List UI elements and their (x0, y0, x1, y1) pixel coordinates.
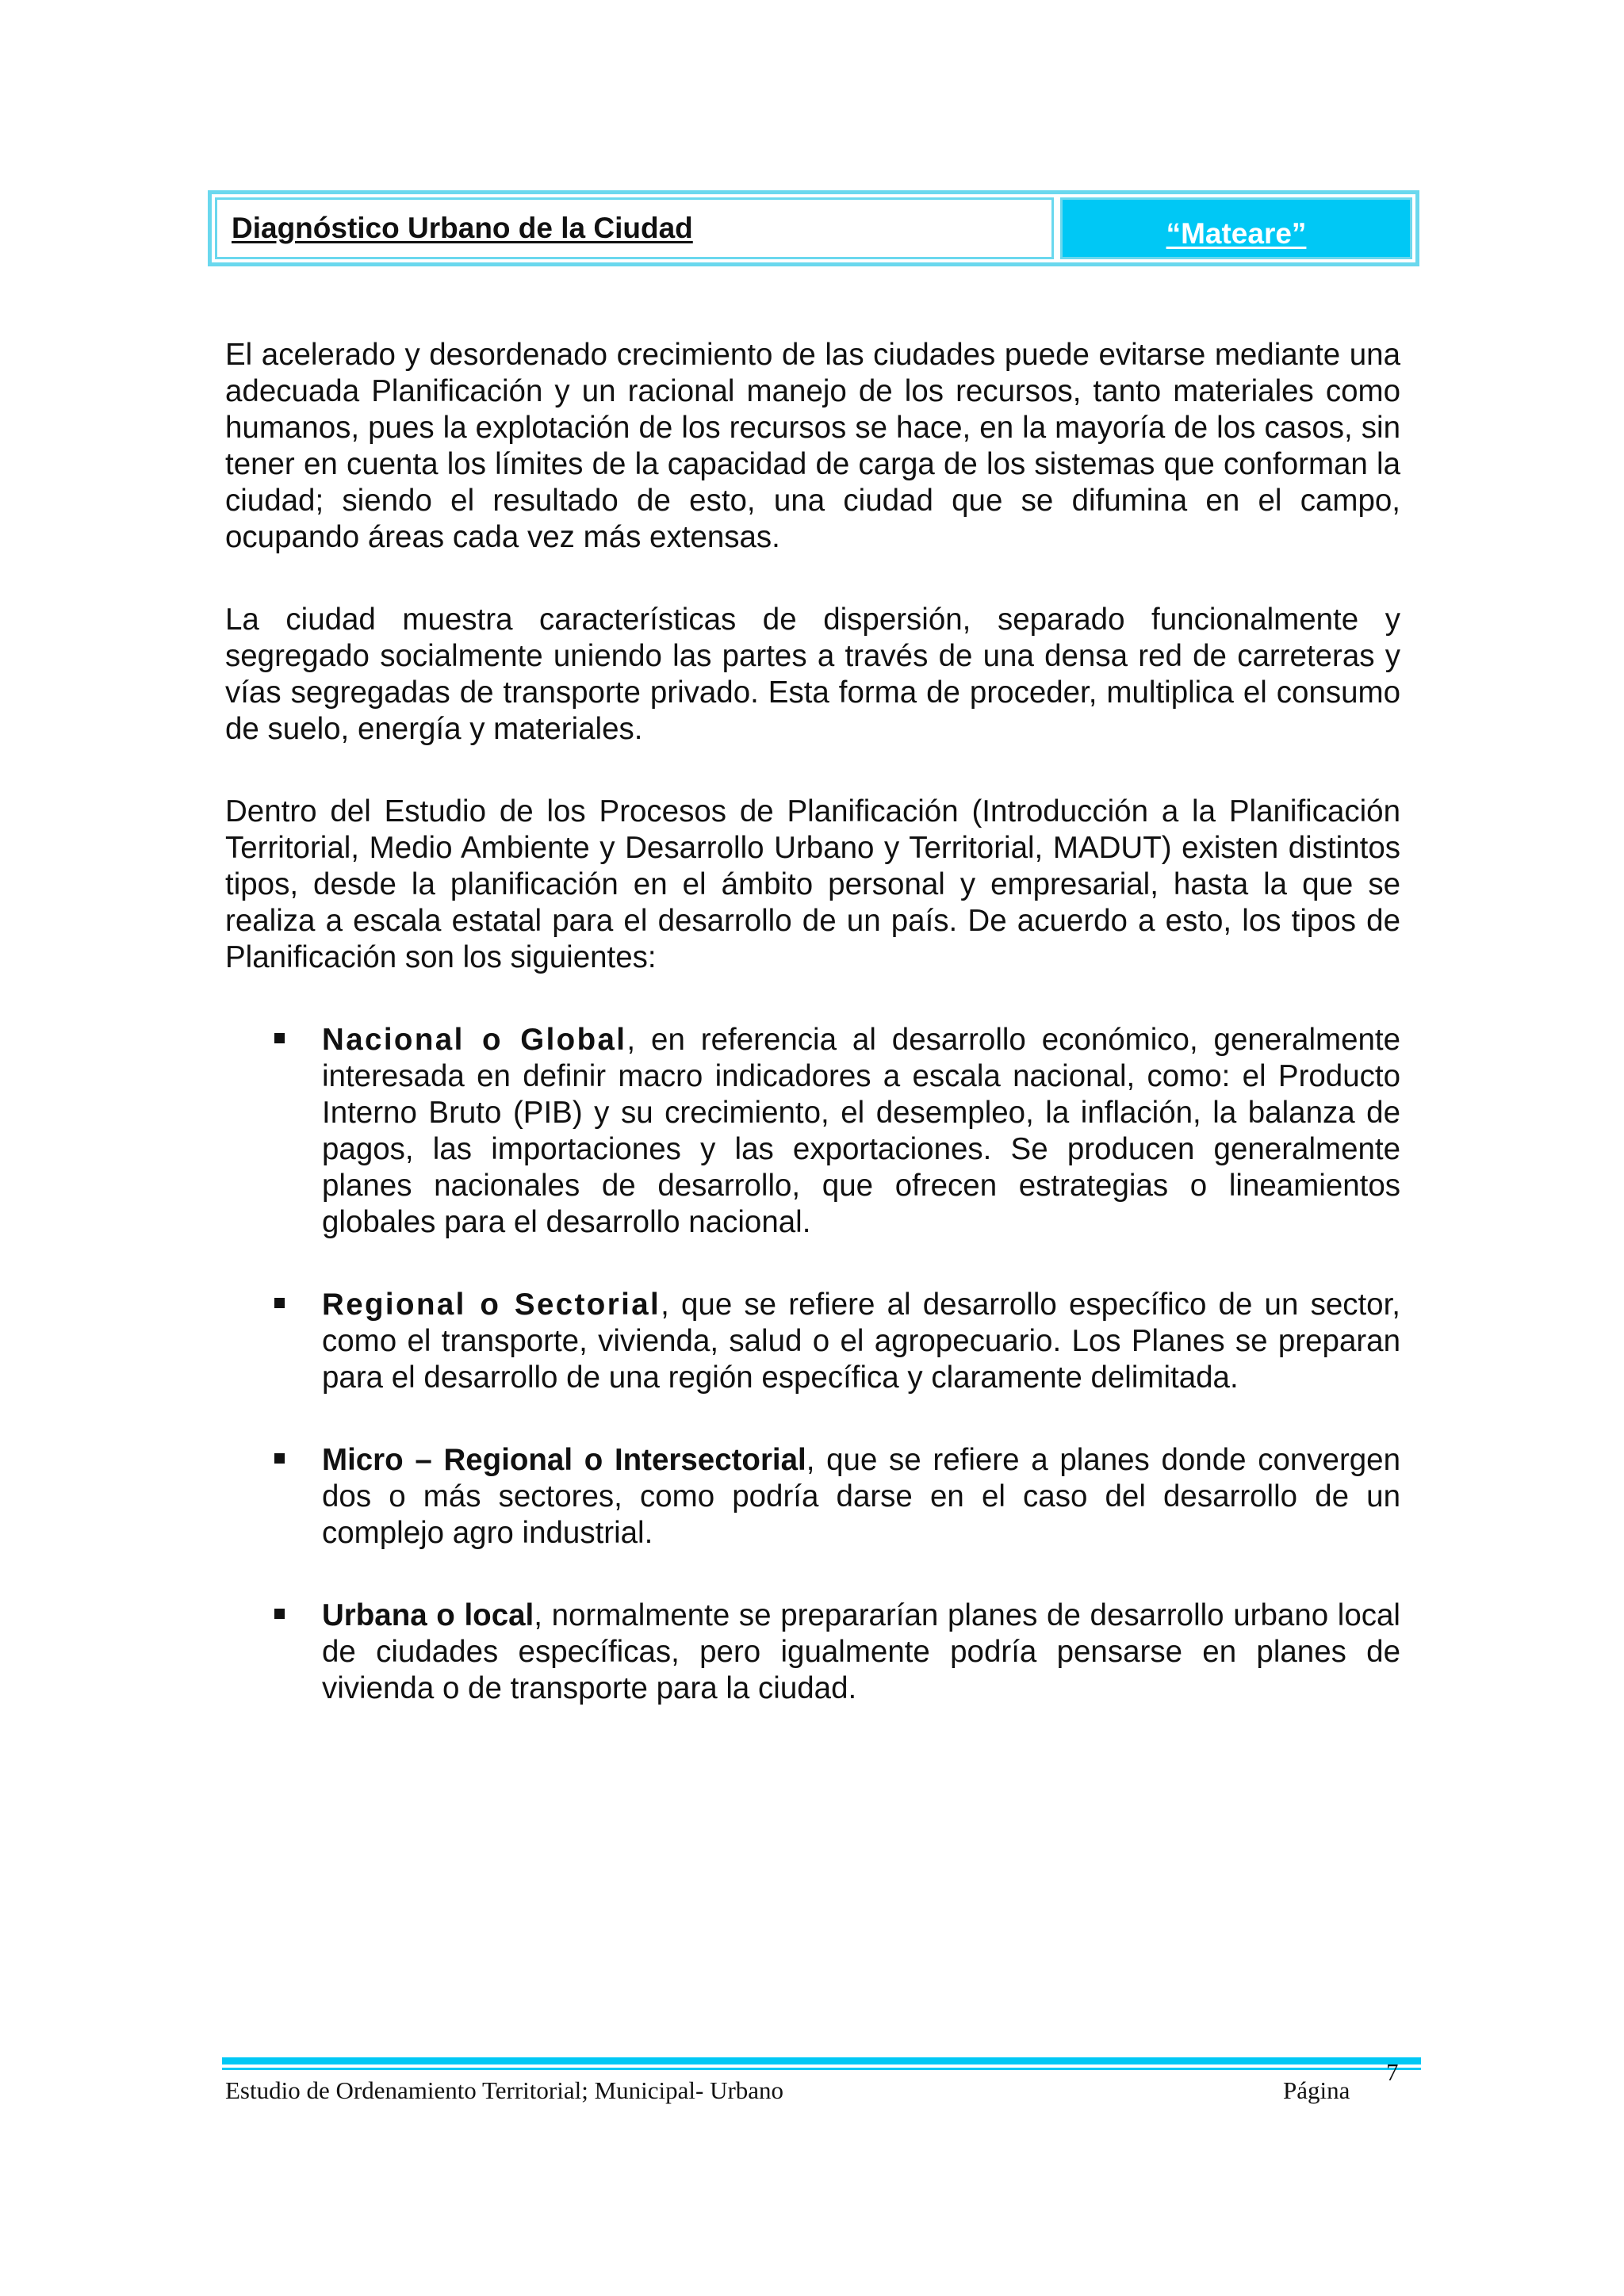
document-body (225, 337, 1400, 1753)
footer-divider-thin (222, 2068, 1421, 2070)
footer-study-title: Estudio de Ordenamiento Territorial; Municipal- Urbano (225, 2076, 784, 2104)
footer-divider (222, 2057, 1421, 2064)
list-item-text: , en referencia al desarrollo económico, generalmente interesada en definir macro indicadores a escala nacional, como: el Producto Interno Bruto (PIB) y su crecimiento, el desempleo, la inflación, la balanza de pagos, las importaciones y las exportaciones. Se producen generalmente planes nacionales de desarrollo, que ofrecen estrategias o lineamientos globales para el desarrollo nacional. (322, 1023, 1400, 1239)
list-item (225, 1442, 1400, 1552)
list-item-term: Regional o Sectorial (322, 1288, 661, 1322)
list-item-text: , normalmente se prepararían planes de desarrollo urbano local de ciudades específicas, pero igualmente podría pensarse en planes de vivienda o de transporte para la ciudad. (322, 1598, 1400, 1705)
list-item (225, 1022, 1400, 1241)
list-item (225, 1287, 1400, 1396)
page-number: 7 (1386, 2058, 1399, 2086)
list-item (225, 1598, 1400, 1707)
header-title: Diagnóstico Urbano de la Ciudad (232, 212, 693, 244)
footer-page-label: Página (1283, 2076, 1350, 2104)
header-city: “Mateare” (1166, 217, 1307, 250)
document-header (208, 190, 1419, 266)
list-item-term: Nacional o Global (322, 1023, 627, 1057)
paragraph: El acelerado y desordenado crecimiento de las ciudades puede evitarse mediante una adecuada Planificación y un racional manejo de los recursos, tanto materiales como humanos, pues la explotación de los recursos se hace, en la mayoría de los casos, sin tener en cuenta los límites de la capacidad de carga de los sistemas que conforman la ciudad; siendo el resultado de esto, una ciudad que se difumina en el campo, ocupando áreas cada vez más extensas. (225, 338, 1400, 554)
paragraph: Dentro del Estudio de los Procesos de Planificación (Introducción a la Planificación Territorial, Medio Ambiente y Desarrollo Urbano y Territorial, MADUT) existen distintos tipos, desde la planificación en el ámbito personal y empresarial, hasta la que se realiza a escala estatal para el desarrollo de un país. De acuerdo a esto, los tipos de Planificación son los siguientes: (225, 794, 1400, 974)
header-title-cell (215, 197, 1054, 259)
list-item-text: , que se refiere al desarrollo específico de un sector, como el transporte, vivienda, salud o el agropecuario. Los Planes se preparan para el desarrollo de una región específica y claramente delimitada. (322, 1288, 1400, 1395)
paragraph: La ciudad muestra características de dispersión, separado funcionalmente y segregado socialmente uniendo las partes a través de una densa red de carreteras y vías segregadas de transporte privado. Esta forma de proceder, multiplica el consumo de suelo, energía y materiales. (225, 603, 1400, 746)
list-item-text: , que se refiere a planes donde convergen dos o más sectores, como podría darse en el caso del desarrollo de un complejo agro industrial. (322, 1443, 1400, 1550)
header-city-cell (1060, 197, 1412, 259)
planning-types-list (225, 1022, 1400, 1707)
list-item-term: Micro – Regional o Intersectorial (322, 1443, 806, 1477)
list-item-term: Urbana o local (322, 1598, 534, 1632)
square-bullet-icon (274, 1033, 285, 1043)
square-bullet-icon (274, 1453, 285, 1464)
square-bullet-icon (274, 1609, 285, 1619)
square-bullet-icon (274, 1298, 285, 1308)
